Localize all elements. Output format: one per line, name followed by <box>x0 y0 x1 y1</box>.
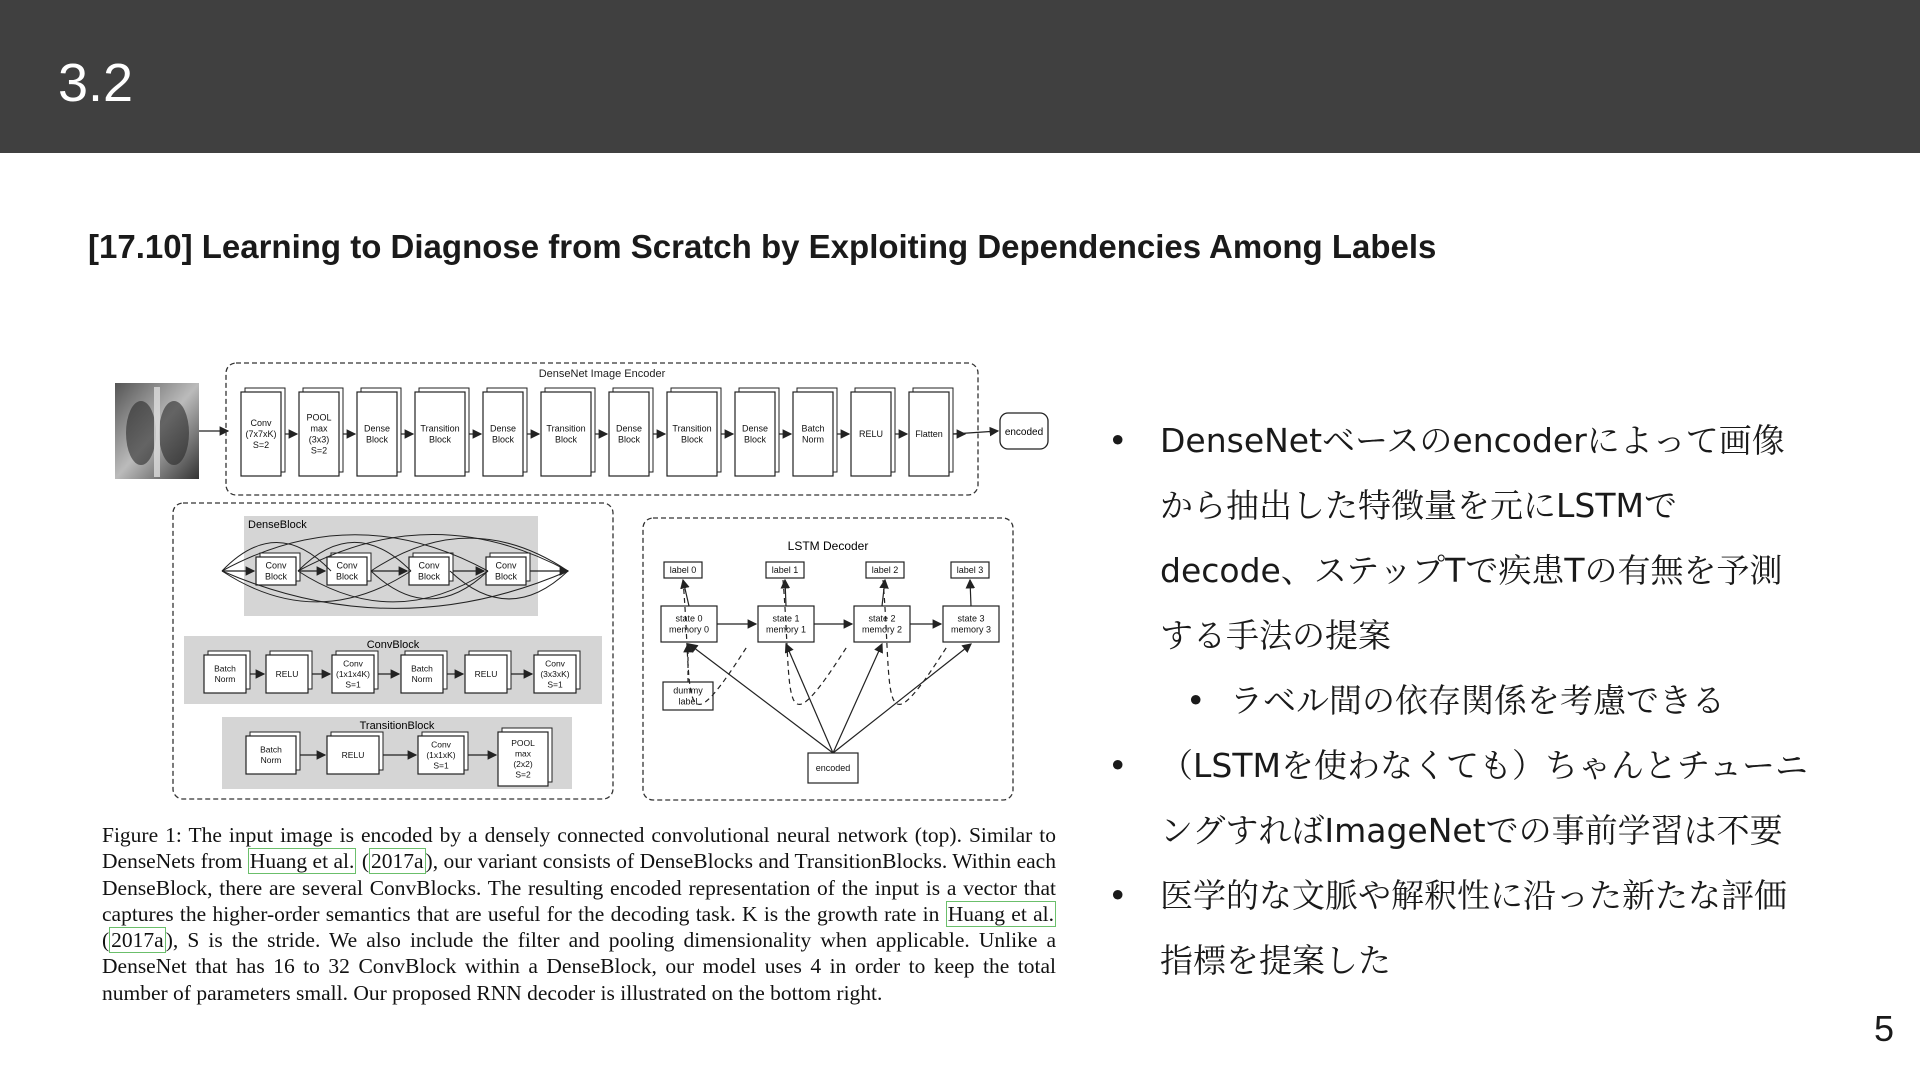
caption-text: ( <box>356 849 369 874</box>
svg-text:(7x7xK): (7x7xK) <box>245 429 277 439</box>
svg-text:(3x3): (3x3) <box>308 434 330 445</box>
svg-text:S=2: S=2 <box>252 440 270 450</box>
svg-text:label 1: label 1 <box>771 565 799 575</box>
encoder-block <box>541 388 595 476</box>
svg-text:Conv: Conv <box>250 418 272 428</box>
convblock-layer <box>204 651 250 693</box>
svg-text:state 2: state 2 <box>868 613 896 624</box>
bullet-text: 医学的な文脈や解釈性に沿った新たな評価指標を提案した <box>1160 876 1787 980</box>
convblock-layer <box>534 651 580 693</box>
citation-year-link[interactable]: 2017a <box>111 928 164 953</box>
encoder-block <box>667 388 721 476</box>
conv-block <box>409 553 453 585</box>
figure-caption <box>102 822 1056 1006</box>
svg-text:RELU: RELU <box>275 668 299 679</box>
svg-text:Block: Block <box>264 571 288 582</box>
bullet-item <box>1108 408 1808 668</box>
svg-text:max: max <box>514 748 532 759</box>
svg-text:POOL: POOL <box>306 412 332 423</box>
svg-text:memory 0: memory 0 <box>668 624 710 635</box>
svg-text:label 2: label 2 <box>871 565 899 575</box>
svg-text:Block: Block <box>428 434 452 445</box>
svg-text:Block: Block <box>554 434 578 445</box>
svg-text:Conv: Conv <box>431 739 451 750</box>
caption-text: ), our variant consists of DenseBlocks and TransitionBlocks. Within each DenseBlock, there are several ConvBlocks. The resulting encoded representation of the input is a vector that captures the higher-order semantics that are useful for the decoding task. K is the growth rate in <box>102 849 1056 926</box>
lstm-encoded-node <box>808 753 858 783</box>
svg-text:dummy: dummy <box>673 685 703 696</box>
encoder-block <box>299 388 343 476</box>
svg-text:(1x1xK): (1x1xK) <box>426 749 456 760</box>
svg-text:Block: Block <box>491 434 515 445</box>
lstm-title: LSTM Decoder <box>787 539 869 553</box>
svg-text:Norm: Norm <box>802 434 824 445</box>
lstm-label-node <box>951 562 989 578</box>
svg-text:Block: Block <box>365 434 389 445</box>
svg-text:label 0: label 0 <box>669 565 697 575</box>
svg-text:state 3: state 3 <box>957 613 985 624</box>
citation-year-link[interactable]: 2017a <box>370 849 424 874</box>
encoder-block <box>415 388 469 476</box>
bullet-dot: • <box>1108 421 1128 460</box>
sub-bullet-item <box>1108 668 1808 733</box>
svg-text:Conv: Conv <box>265 560 287 571</box>
svg-text:Block: Block <box>743 434 767 445</box>
convblock-layer <box>266 651 312 693</box>
encoder-block <box>735 388 779 476</box>
svg-text:Conv: Conv <box>418 560 440 571</box>
svg-text:RELU: RELU <box>341 749 365 760</box>
encoder-block <box>793 388 837 476</box>
caption-text: ( <box>102 928 110 953</box>
svg-text:label: label <box>678 696 698 707</box>
encoder-block <box>851 388 895 476</box>
svg-text:RELU: RELU <box>474 668 498 679</box>
chest-xray-image <box>115 383 199 479</box>
conv-block <box>486 553 530 585</box>
svg-text:(1x1x4K): (1x1x4K) <box>335 668 371 679</box>
svg-text:POOL: POOL <box>511 738 535 749</box>
lstm-state-node <box>854 606 910 642</box>
svg-text:Block: Block <box>494 571 518 582</box>
bullet-dot: • <box>1108 746 1128 785</box>
svg-text:max: max <box>310 423 328 434</box>
architecture-figure <box>98 355 1058 805</box>
convblock-layer <box>401 651 447 693</box>
svg-text:Flatten: Flatten <box>915 429 943 439</box>
svg-text:Batch: Batch <box>260 744 282 755</box>
svg-text:Block: Block <box>680 434 704 445</box>
lstm-state-node <box>943 606 999 642</box>
svg-text:S=2: S=2 <box>310 445 328 456</box>
slide-header <box>0 0 1920 153</box>
svg-text:Transition: Transition <box>672 423 712 434</box>
convblock-layer <box>465 651 511 693</box>
svg-text:Batch: Batch <box>411 663 433 674</box>
transition-title: TransitionBlock <box>359 720 435 732</box>
denseblock-title: DenseBlock <box>248 519 307 531</box>
page-number: 5 <box>1873 1008 1894 1049</box>
svg-text:Conv: Conv <box>545 658 565 669</box>
svg-text:Dense: Dense <box>489 423 517 434</box>
lstm-state-node <box>661 606 717 642</box>
svg-text:Dense: Dense <box>615 423 643 434</box>
svg-text:S=1: S=1 <box>433 760 449 771</box>
bullet-text: ラベル間の依存関係を考慮できる <box>1230 681 1725 720</box>
svg-text:Norm: Norm <box>411 674 433 685</box>
encoder-block <box>241 388 285 476</box>
citation-link[interactable]: Huang et al. <box>249 849 355 874</box>
svg-text:memory 1: memory 1 <box>765 624 807 635</box>
caption-text: ), S is the stride. We also include the filter and pooling dimensionality when applicable. Unlike a DenseNet that has 16 to 32 ConvBlock within a DenseBlock, our model uses 4 in order to keep the total number of parameters small. Our proposed RNN decoder is illustrated on the bottom right. <box>102 928 1056 1005</box>
svg-text:Dense: Dense <box>741 423 769 434</box>
svg-text:Block: Block <box>617 434 641 445</box>
svg-text:memory 3: memory 3 <box>950 624 992 635</box>
svg-text:encoded: encoded <box>815 763 851 773</box>
bullet-item <box>1108 863 1808 993</box>
svg-text:Conv: Conv <box>343 658 363 669</box>
svg-text:Batch: Batch <box>801 423 825 434</box>
svg-text:Block: Block <box>335 571 359 582</box>
caption-text: Figure 1: The input image is encoded by a densely connected convolutional neural network (top). Similar to DenseNets from <box>102 823 1056 874</box>
citation-link[interactable]: Huang et al. <box>947 901 1054 926</box>
svg-text:RELU: RELU <box>858 429 884 439</box>
svg-text:state 0: state 0 <box>675 613 703 624</box>
svg-text:Conv: Conv <box>336 560 358 571</box>
dummy-label-node <box>663 682 713 710</box>
svg-text:(2x2): (2x2) <box>513 759 533 770</box>
lstm-label-node <box>664 562 702 578</box>
svg-text:S=2: S=2 <box>515 769 531 780</box>
transition-layer <box>246 732 300 774</box>
bullet-list <box>1108 408 1808 993</box>
svg-text:Conv: Conv <box>495 560 517 571</box>
transition-layer <box>327 732 383 774</box>
svg-text:S=1: S=1 <box>345 679 361 690</box>
svg-text:Norm: Norm <box>260 755 282 766</box>
convblock-layer <box>332 651 378 693</box>
bullet-text: （LSTMを使わなくても）ちゃんとチューニングすればImageNetでの事前学習は不要 <box>1160 746 1808 850</box>
bullet-dot: • <box>1186 681 1206 720</box>
transition-layer <box>418 732 468 774</box>
svg-text:label 3: label 3 <box>956 565 984 575</box>
transition-layer <box>498 728 552 786</box>
svg-text:memory 2: memory 2 <box>861 624 903 635</box>
svg-text:Batch: Batch <box>214 663 236 674</box>
svg-text:S=1: S=1 <box>547 679 563 690</box>
bullet-text: DenseNetベースのencoderによって画像から抽出した特徴量を元にLSTMでdecode、ステップTで疾患Tの有無を予測する手法の提案 <box>1160 421 1785 655</box>
encoder-block <box>909 388 953 476</box>
bullet-item <box>1108 733 1808 863</box>
slide-title: [17.10] Learning to Diagnose from Scratch by Exploiting Dependencies Among Labels <box>88 228 1437 265</box>
convblock-title: ConvBlock <box>366 639 420 651</box>
encoded-label: encoded <box>1004 427 1044 438</box>
svg-text:Block: Block <box>417 571 441 582</box>
lstm-label-node <box>766 562 804 578</box>
svg-text:(3x3xK): (3x3xK) <box>540 668 570 679</box>
bullet-dot: • <box>1108 876 1128 915</box>
svg-text:Transition: Transition <box>546 423 586 434</box>
lstm-label-node <box>866 562 904 578</box>
svg-text:Transition: Transition <box>420 423 460 434</box>
conv-block <box>256 553 300 585</box>
architecture-diagram <box>98 355 1058 805</box>
svg-text:Norm: Norm <box>214 674 236 685</box>
encoder-title: DenseNet Image Encoder <box>538 368 666 380</box>
svg-text:state 1: state 1 <box>772 613 800 624</box>
section-number: 3.2 <box>58 53 134 113</box>
svg-text:Dense: Dense <box>363 423 391 434</box>
encoder-block <box>357 388 401 476</box>
encoder-block <box>609 388 653 476</box>
encoder-block <box>483 388 527 476</box>
conv-block <box>327 553 371 585</box>
